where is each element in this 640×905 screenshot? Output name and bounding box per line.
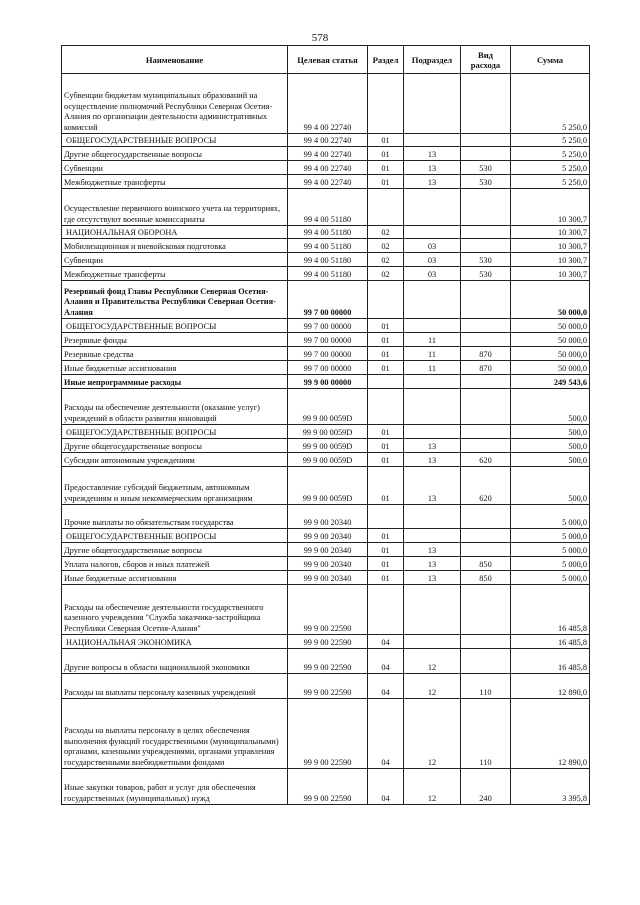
table-row [62, 467, 590, 505]
row-type [461, 425, 511, 439]
row-name: Субсидии автономным учреждениям [62, 453, 288, 467]
row-target: 99 4 00 51180 [288, 253, 368, 267]
row-target: 99 4 00 22740 [288, 147, 368, 161]
row-subsection: 13 [404, 175, 461, 189]
row-subsection [404, 425, 461, 439]
row-name: Резервные средства [62, 347, 288, 361]
row-type [461, 147, 511, 161]
header-sum: Сумма [511, 46, 590, 74]
row-sum: 5 250,0 [511, 175, 590, 189]
row-subsection: 03 [404, 253, 461, 267]
row-type [461, 649, 511, 674]
table-row [62, 505, 590, 529]
row-type [461, 281, 511, 319]
row-target: 99 9 00 20340 [288, 571, 368, 585]
row-subsection: 13 [404, 439, 461, 453]
row-sum: 10 300,7 [511, 267, 590, 281]
row-section: 01 [368, 439, 404, 453]
row-target: 99 7 00 00000 [288, 347, 368, 361]
row-target: 99 7 00 00000 [288, 281, 368, 319]
row-type [461, 333, 511, 347]
row-subsection: 12 [404, 769, 461, 805]
row-sum: 16 485,8 [511, 649, 590, 674]
row-sum: 500,0 [511, 467, 590, 505]
table-row [62, 571, 590, 585]
row-section: 01 [368, 453, 404, 467]
row-name: Расходы на выплаты персоналу в целях обеспечения выполнения функций государственными (муниципальными) органами, казенными учреждениями, органами управления государственными внебюджетными фондами [62, 699, 288, 769]
row-type: 530 [461, 161, 511, 175]
row-type: 240 [461, 769, 511, 805]
row-sum: 50 000,0 [511, 361, 590, 375]
row-name: Иные бюджетные ассигнования [62, 361, 288, 375]
row-target: 99 9 00 20340 [288, 505, 368, 529]
row-sum: 5 250,0 [511, 74, 590, 134]
row-subsection: 03 [404, 267, 461, 281]
row-target: 99 9 00 0059D [288, 389, 368, 425]
row-target: 99 4 00 22740 [288, 175, 368, 189]
table-row [62, 529, 590, 543]
row-type [461, 543, 511, 557]
row-sum: 5 250,0 [511, 134, 590, 147]
row-sum: 16 485,8 [511, 635, 590, 649]
row-target: 99 9 00 22590 [288, 699, 368, 769]
row-name: Иные закупки товаров, работ и услуг для обеспечения государственных (муниципальных) нужд [62, 769, 288, 805]
row-subsection: 11 [404, 361, 461, 375]
row-target: 99 7 00 00000 [288, 361, 368, 375]
row-target: 99 9 00 22590 [288, 585, 368, 635]
row-name: Другие общегосударственные вопросы [62, 543, 288, 557]
table-row [62, 175, 590, 189]
table-row [62, 375, 590, 389]
row-type [461, 226, 511, 239]
table-row [62, 543, 590, 557]
row-section: 01 [368, 425, 404, 439]
row-sum: 50 000,0 [511, 347, 590, 361]
table-row [62, 585, 590, 635]
row-type [461, 439, 511, 453]
table-row [62, 147, 590, 161]
row-sum: 5 000,0 [511, 571, 590, 585]
row-target: 99 4 00 22740 [288, 161, 368, 175]
table-row [62, 389, 590, 425]
row-section: 01 [368, 134, 404, 147]
row-name: Межбюджетные трансферты [62, 175, 288, 189]
row-section: 01 [368, 319, 404, 333]
budget-table [61, 45, 590, 805]
row-target: 99 7 00 00000 [288, 333, 368, 347]
row-target: 99 9 00 22590 [288, 635, 368, 649]
row-target: 99 9 00 0059D [288, 425, 368, 439]
row-name: НАЦИОНАЛЬНАЯ ОБОРОНА [62, 226, 288, 239]
table-row [62, 347, 590, 361]
row-section [368, 74, 404, 134]
row-section: 01 [368, 161, 404, 175]
row-name: ОБЩЕГОСУДАРСТВЕННЫЕ ВОПРОСЫ [62, 134, 288, 147]
row-name: Резервный фонд Главы Республики Северная Осетия-Алания и Правительства Республики Северная Осетия-Алания [62, 281, 288, 319]
table-row [62, 226, 590, 239]
row-target: 99 7 00 00000 [288, 319, 368, 333]
row-sum: 249 543,6 [511, 375, 590, 389]
row-sum: 10 300,7 [511, 189, 590, 226]
table-row [62, 239, 590, 253]
row-subsection: 03 [404, 239, 461, 253]
row-name: Межбюджетные трансферты [62, 267, 288, 281]
row-name: Резервные фонды [62, 333, 288, 347]
row-name: Субвенции бюджетам муниципальных образований на осуществление полномочий Республики Северная Осетия-Алания по организации деятельности административных комиссий [62, 74, 288, 134]
row-section: 01 [368, 347, 404, 361]
row-subsection: 11 [404, 347, 461, 361]
row-name: Мобилизационная и вневойсковая подготовка [62, 239, 288, 253]
row-section [368, 281, 404, 319]
row-type [461, 635, 511, 649]
row-target: 99 9 00 20340 [288, 543, 368, 557]
row-section [368, 189, 404, 226]
row-target: 99 4 00 51180 [288, 226, 368, 239]
row-subsection: 13 [404, 161, 461, 175]
row-sum: 50 000,0 [511, 319, 590, 333]
row-section [368, 375, 404, 389]
row-subsection: 13 [404, 147, 461, 161]
row-name: Прочие выплаты по обязательствам государства [62, 505, 288, 529]
row-name: Иные бюджетные ассигнования [62, 571, 288, 585]
row-type [461, 74, 511, 134]
row-type [461, 189, 511, 226]
row-name: Другие общегосударственные вопросы [62, 439, 288, 453]
table-row [62, 361, 590, 375]
row-section: 01 [368, 361, 404, 375]
row-name: Осуществление первичного воинского учета на территориях, где отсутствуют военные комиссариаты [62, 189, 288, 226]
row-section: 04 [368, 635, 404, 649]
row-type [461, 389, 511, 425]
row-section: 04 [368, 649, 404, 674]
row-subsection: 12 [404, 674, 461, 699]
row-section [368, 585, 404, 635]
row-section: 04 [368, 674, 404, 699]
row-subsection [404, 226, 461, 239]
row-target: 99 4 00 22740 [288, 74, 368, 134]
row-type: 850 [461, 557, 511, 571]
row-type [461, 375, 511, 389]
table-row [62, 635, 590, 649]
row-sum: 50 000,0 [511, 333, 590, 347]
row-section: 01 [368, 571, 404, 585]
row-section: 04 [368, 769, 404, 805]
row-name: Расходы на обеспечение деятельности (оказание услуг) учреждений в области развития инноваций [62, 389, 288, 425]
row-sum: 5 000,0 [511, 505, 590, 529]
row-section: 02 [368, 253, 404, 267]
table-row [62, 649, 590, 674]
row-target: 99 4 00 51180 [288, 239, 368, 253]
row-section [368, 505, 404, 529]
row-subsection: 13 [404, 543, 461, 557]
row-subsection [404, 281, 461, 319]
table-row [62, 319, 590, 333]
row-type: 850 [461, 571, 511, 585]
row-target: 99 4 00 51180 [288, 189, 368, 226]
table-row [62, 134, 590, 147]
row-type: 110 [461, 674, 511, 699]
row-section [368, 389, 404, 425]
table-row [62, 674, 590, 699]
row-section: 01 [368, 147, 404, 161]
row-target: 99 9 00 20340 [288, 529, 368, 543]
row-type: 530 [461, 267, 511, 281]
row-sum: 5 000,0 [511, 529, 590, 543]
row-type: 870 [461, 347, 511, 361]
row-sum: 50 000,0 [511, 281, 590, 319]
row-sum: 3 395,8 [511, 769, 590, 805]
row-target: 99 9 00 22590 [288, 674, 368, 699]
row-sum: 12 890,0 [511, 674, 590, 699]
row-subsection [404, 134, 461, 147]
table-row [62, 769, 590, 805]
row-subsection [404, 375, 461, 389]
row-name: Уплата налогов, сборов и иных платежей [62, 557, 288, 571]
row-type [461, 319, 511, 333]
row-target: 99 4 00 51180 [288, 267, 368, 281]
row-type: 620 [461, 453, 511, 467]
row-name: Субвенции [62, 161, 288, 175]
row-subsection: 11 [404, 333, 461, 347]
row-target: 99 9 00 0059D [288, 453, 368, 467]
row-type: 530 [461, 175, 511, 189]
row-name: ОБЩЕГОСУДАРСТВЕННЫЕ ВОПРОСЫ [62, 425, 288, 439]
table-row [62, 74, 590, 134]
row-sum: 10 300,7 [511, 239, 590, 253]
header-subsection: Подраздел [404, 46, 461, 74]
row-sum: 16 485,8 [511, 585, 590, 635]
row-sum: 500,0 [511, 389, 590, 425]
row-sum: 500,0 [511, 453, 590, 467]
row-target: 99 9 00 00000 [288, 375, 368, 389]
row-subsection [404, 189, 461, 226]
row-section: 01 [368, 333, 404, 347]
row-target: 99 9 00 22590 [288, 649, 368, 674]
row-name: Расходы на обеспечение деятельности государственного казенного учреждения "Служба заказчика-застройщика Республики Северная Осетия-Алания" [62, 585, 288, 635]
row-subsection [404, 529, 461, 543]
row-section: 01 [368, 557, 404, 571]
table-row [62, 699, 590, 769]
table-row [62, 453, 590, 467]
row-section: 01 [368, 175, 404, 189]
header-name: Наименование [62, 46, 288, 74]
row-target: 99 9 00 0059D [288, 439, 368, 453]
row-type: 110 [461, 699, 511, 769]
header-section: Раздел [368, 46, 404, 74]
row-sum: 5 250,0 [511, 147, 590, 161]
row-target: 99 9 00 0059D [288, 467, 368, 505]
row-type [461, 505, 511, 529]
row-type: 620 [461, 467, 511, 505]
row-subsection [404, 505, 461, 529]
row-subsection: 12 [404, 649, 461, 674]
row-sum: 5 000,0 [511, 543, 590, 557]
row-type: 530 [461, 253, 511, 267]
table-row [62, 253, 590, 267]
table-row [62, 439, 590, 453]
row-name: ОБЩЕГОСУДАРСТВЕННЫЕ ВОПРОСЫ [62, 529, 288, 543]
row-subsection: 13 [404, 467, 461, 505]
row-type [461, 585, 511, 635]
table-row [62, 161, 590, 175]
table-row [62, 281, 590, 319]
row-name: Другие общегосударственные вопросы [62, 147, 288, 161]
header-target: Целевая статья [288, 46, 368, 74]
row-target: 99 9 00 22590 [288, 769, 368, 805]
row-name: НАЦИОНАЛЬНАЯ ЭКОНОМИКА [62, 635, 288, 649]
row-target: 99 4 00 22740 [288, 134, 368, 147]
row-sum: 10 300,7 [511, 226, 590, 239]
row-name: Субвенции [62, 253, 288, 267]
row-name: Расходы на выплаты персоналу казенных учреждений [62, 674, 288, 699]
row-sum: 500,0 [511, 439, 590, 453]
page-number: 578 [311, 32, 329, 44]
row-section: 02 [368, 239, 404, 253]
row-subsection: 13 [404, 453, 461, 467]
table-row [62, 267, 590, 281]
row-section: 01 [368, 543, 404, 557]
row-section: 02 [368, 226, 404, 239]
row-subsection [404, 585, 461, 635]
row-section: 02 [368, 267, 404, 281]
table-row [62, 189, 590, 226]
row-sum: 10 300,7 [511, 253, 590, 267]
row-name: Другие вопросы в области национальной экономики [62, 649, 288, 674]
row-name: Иные непрограммные расходы [62, 375, 288, 389]
row-section: 04 [368, 699, 404, 769]
row-section: 01 [368, 467, 404, 505]
table-row [62, 425, 590, 439]
row-subsection [404, 74, 461, 134]
row-sum: 12 890,0 [511, 699, 590, 769]
table-row [62, 557, 590, 571]
row-subsection [404, 635, 461, 649]
row-section: 01 [368, 529, 404, 543]
row-sum: 500,0 [511, 425, 590, 439]
row-type [461, 239, 511, 253]
row-sum: 5 250,0 [511, 161, 590, 175]
row-name: ОБЩЕГОСУДАРСТВЕННЫЕ ВОПРОСЫ [62, 319, 288, 333]
row-name: Предоставление субсидий бюджетным, автономным учреждениям и иным некоммерческим организациям [62, 467, 288, 505]
table-header-row [62, 46, 590, 74]
row-sum: 5 000,0 [511, 557, 590, 571]
row-subsection [404, 319, 461, 333]
row-subsection: 12 [404, 699, 461, 769]
row-type: 870 [461, 361, 511, 375]
row-subsection: 13 [404, 571, 461, 585]
row-subsection [404, 389, 461, 425]
row-type [461, 134, 511, 147]
table-row [62, 333, 590, 347]
row-subsection: 13 [404, 557, 461, 571]
row-type [461, 529, 511, 543]
row-target: 99 9 00 20340 [288, 557, 368, 571]
header-expense-type: Вид расхода [461, 46, 511, 74]
